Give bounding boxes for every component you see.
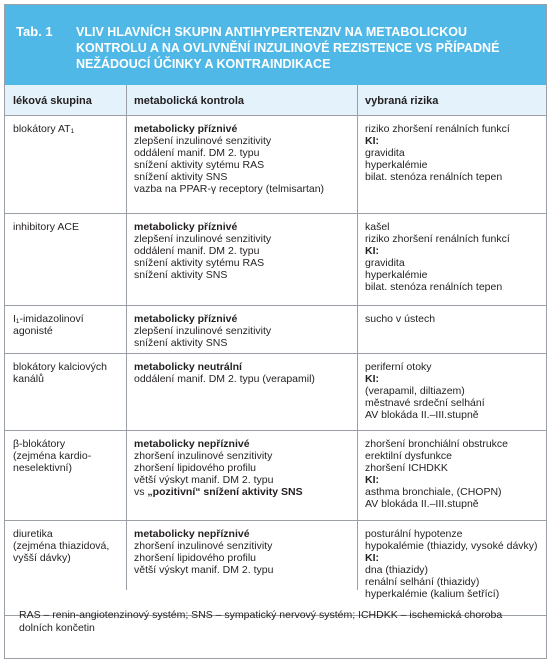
metabolic-cell xyxy=(134,528,359,576)
group-cell xyxy=(13,221,121,233)
table-footnote: RAS – renin-angiotenzinový systém; SNS – sympatický nervový systém; ICHDKK – ischemická choroba dolních končetin xyxy=(19,609,503,634)
table-title-bar xyxy=(5,5,546,85)
metabolic-summary: metabolicky příznivé xyxy=(134,313,238,325)
group-name: β-blokátory xyxy=(13,438,66,450)
contraindication-label: KI: xyxy=(365,373,379,385)
table-row xyxy=(5,431,546,521)
risk-item: kašel xyxy=(365,221,390,233)
risk-item: asthma bronchiale, (CHOPN) xyxy=(365,486,502,498)
group-name: diuretika xyxy=(13,528,53,540)
risk-item: bilat. stenóza renálních tepen xyxy=(365,171,503,183)
risk-item: gravidita xyxy=(365,257,405,269)
metabolic-summary: metabolicky příznivé xyxy=(134,123,238,135)
risks-cell xyxy=(365,438,543,510)
risk-item: hyperkalémie xyxy=(365,159,428,171)
risk-item: zhoršení ICHDKK xyxy=(365,462,448,474)
metabolic-summary: metabolicky neutrální xyxy=(134,361,242,373)
group-name: agonisté xyxy=(13,325,53,337)
metabolic-item: vazba na PPAR-γ receptory (telmisartan) xyxy=(134,183,325,195)
metabolic-summary: metabolicky nepříznivé xyxy=(134,528,250,540)
group-cell xyxy=(13,313,121,337)
metabolic-item: oddálení manif. DM 2. typu xyxy=(134,245,260,257)
risk-item: erektilní dysfunkce xyxy=(365,450,452,462)
metabolic-item: oddálení manif. DM 2. typu (verapamil) xyxy=(134,373,315,385)
table-row xyxy=(5,521,546,616)
risk-item: hypokalémie (thiazidy, vysoké dávky) xyxy=(365,540,538,552)
metabolic-summary: metabolicky příznivé xyxy=(134,221,238,233)
group-name: blokátory kalciových xyxy=(13,361,107,373)
risk-item: zhoršení bronchiální obstrukce xyxy=(365,438,508,450)
metabolic-item: snížení aktivity SNS xyxy=(134,171,228,183)
risks-cell xyxy=(365,528,543,600)
group-name: neselektivní) xyxy=(13,462,72,474)
column-divider xyxy=(357,85,358,590)
metabolic-cell xyxy=(134,313,359,349)
table-title: VLIV HLAVNÍCH SKUPIN ANTIHYPERTENZIV NA METABOLICKOU KONTROLU A NA OVLIVNĚNÍ INZULINOVÉ REZISTENCE VS PŘÍPADNÉ NEŽÁDOUCÍ ÚČINKY A KONTRAINDIKACE xyxy=(76,25,500,71)
column-header-group: léková skupina xyxy=(13,95,92,107)
contraindication-label: KI: xyxy=(365,135,379,147)
risk-item: riziko zhoršení renálních funkcí xyxy=(365,233,510,245)
risk-item: městnavé srdeční selhání xyxy=(365,397,485,409)
risk-item: periferní otoky xyxy=(365,361,432,373)
metabolic-item: zlepšení inzulinové senzitivity xyxy=(134,135,272,147)
column-divider xyxy=(126,85,127,590)
group-cell xyxy=(13,123,121,135)
metabolic-item: zlepšení inzulinové senzitivity xyxy=(134,325,272,337)
risk-item: AV blokáda II.–III.stupně xyxy=(365,409,479,421)
risk-item: renální selhání (thiazidy) xyxy=(365,576,480,588)
metabolic-summary: metabolicky nepříznivé xyxy=(134,438,250,450)
metabolic-item: snížení aktivity SNS xyxy=(134,337,228,349)
group-name: kanálů xyxy=(13,373,44,385)
metabolic-item: větší výskyt manif. DM 2. typu xyxy=(134,564,274,576)
sns-positive-effect: „pozitivní“ snížení aktivity SNS xyxy=(147,486,303,498)
group-cell xyxy=(13,361,121,385)
risks-cell xyxy=(365,221,543,293)
risk-item: hyperkalémie (kalium šetřící) xyxy=(365,588,500,600)
risk-item: riziko zhoršení renálních funkcí xyxy=(365,123,510,135)
group-name: (zejména kardio- xyxy=(13,450,92,462)
metabolic-item: zhoršení inzulinové senzitivity xyxy=(134,450,273,462)
risk-item: hyperkalémie xyxy=(365,269,428,281)
group-name: vyšší dávky) xyxy=(13,552,71,564)
risk-item: posturální hypotenze xyxy=(365,528,463,540)
risks-cell xyxy=(365,313,543,325)
risk-item: dna (thiazidy) xyxy=(365,564,429,576)
metabolic-item: snížení aktivity sytému RAS xyxy=(134,257,265,269)
group-cell xyxy=(13,528,121,564)
group-name: blokátory AT₁ xyxy=(13,123,75,135)
table-number: Tab. 1 xyxy=(16,24,53,39)
metabolic-item: snížení aktivity SNS xyxy=(134,269,228,281)
metabolic-cell xyxy=(134,221,359,281)
metabolic-item: zhoršení inzulinové senzitivity xyxy=(134,540,273,552)
risks-cell xyxy=(365,123,543,183)
table-row xyxy=(5,116,546,214)
metabolic-item: zhoršení lipidového profilu xyxy=(134,552,256,564)
metabolic-item: snížení aktivity sytému RAS xyxy=(134,159,265,171)
contraindication-label: KI: xyxy=(365,245,379,257)
metabolic-cell xyxy=(134,123,359,195)
table-row xyxy=(5,306,546,354)
metabolic-item: zhoršení lipidového profilu xyxy=(134,462,256,474)
metabolic-item: větší výskyt manif. DM 2. typu xyxy=(134,474,274,486)
risk-item: gravidita xyxy=(365,147,405,159)
risk-item: (verapamil, diltiazem) xyxy=(365,385,465,397)
metabolic-item: oddálení manif. DM 2. typu xyxy=(134,147,260,159)
risk-item: AV blokáda II.–III.stupně xyxy=(365,498,479,510)
table-frame xyxy=(4,4,547,659)
vs-prefix: vs xyxy=(134,486,148,498)
risks-cell xyxy=(365,361,543,421)
metabolic-item-vs xyxy=(134,486,359,498)
group-name: I₁-imidazolinoví xyxy=(13,313,84,325)
contraindication-label: KI: xyxy=(365,474,379,486)
column-header-row xyxy=(5,85,546,116)
metabolic-item: zlepšení inzulinové senzitivity xyxy=(134,233,272,245)
metabolic-cell xyxy=(134,438,359,498)
group-cell xyxy=(13,438,121,474)
column-header-risks: vybraná rizika xyxy=(365,95,439,107)
table-row xyxy=(5,214,546,306)
group-name: inhibitory ACE xyxy=(13,221,79,233)
risk-item: bilat. stenóza renálních tepen xyxy=(365,281,503,293)
column-header-metabolic: metabolická kontrola xyxy=(134,95,245,107)
table-row xyxy=(5,354,546,431)
contraindication-label: KI: xyxy=(365,552,379,564)
metabolic-cell xyxy=(134,361,359,385)
group-name: (zejména thiazidová, xyxy=(13,540,110,552)
risk-item: sucho v ústech xyxy=(365,313,436,325)
